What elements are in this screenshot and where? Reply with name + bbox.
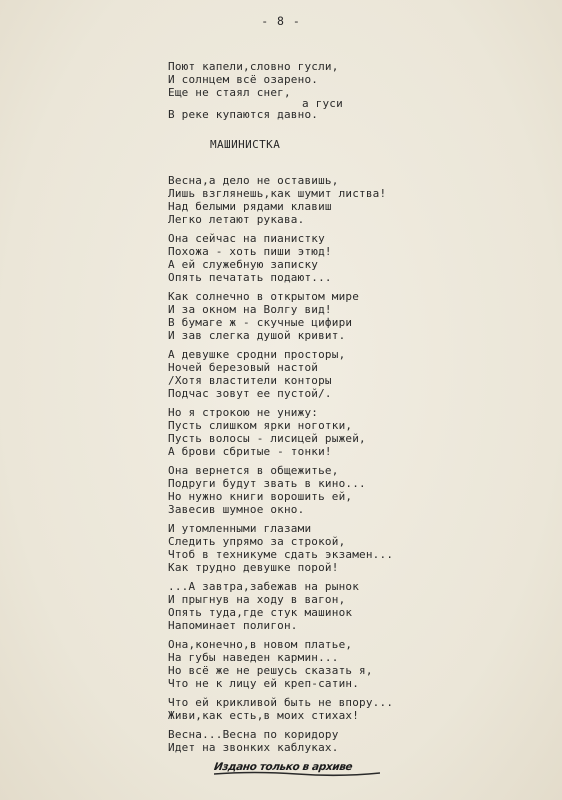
intro-line: И солнцем всё озарено. <box>168 73 319 86</box>
poem-line: Но нужно книги ворошить ей, <box>168 490 353 503</box>
poem-line: Напоминает полигон. <box>168 619 298 632</box>
poem-line: И прыгнув на ходу в вагон, <box>168 593 346 606</box>
poem-line: Как трудно девушке порой! <box>168 561 339 574</box>
poem-line: Но всё же не решусь сказать я, <box>168 664 373 677</box>
poem-line: Весна...Весна по коридору <box>168 728 339 741</box>
poem-line: Опять туда,где стук машинок <box>168 606 353 619</box>
poem-line: Ночей березовый настой <box>168 361 319 374</box>
poem-line: Она вернется в общежитье, <box>168 464 339 477</box>
poem-line: Как солнечно в открытом мире <box>168 290 360 303</box>
poem-line: А брови сбритые - тонки! <box>168 445 332 458</box>
stamp-text: Издано только в архиве <box>213 761 354 773</box>
poem-line: Легко летают рукава. <box>168 213 305 226</box>
poem-title: МАШИНИСТКА <box>210 138 281 151</box>
poem-line: На губы наведен кармин... <box>168 651 339 664</box>
footer-stamp <box>214 758 380 778</box>
intro-line: Поют капели,словно гусли, <box>168 60 339 73</box>
poem-line: Над белыми рядами клавиш <box>168 200 332 213</box>
poem-line: Подчас зовут ее пустой/. <box>168 387 332 400</box>
poem-line: А девушке сродни просторы, <box>168 348 346 361</box>
poem-line: Что ей крикливой быть не впору... <box>168 696 394 709</box>
poem-line: /Хотя властители конторы <box>168 374 332 387</box>
poem-line: И утомленными глазами <box>168 522 312 535</box>
poem-line: Похожа - хоть пиши этюд! <box>168 245 332 258</box>
poem-line: Лишь взглянешь,как шумит листва! <box>168 187 387 200</box>
poem-line: И зав слегка душой кривит. <box>168 329 346 342</box>
poem-line: Пусть волосы - лисицей рыжей, <box>168 432 366 445</box>
poem-line: Она сейчас на пианистку <box>168 232 325 245</box>
poem-line: Но я строкою не унижу: <box>168 406 319 419</box>
intro-line: а гуси <box>302 97 343 110</box>
page-number: - 8 - <box>261 14 301 28</box>
poem-line: Что не к лицу ей креп-сатин. <box>168 677 360 690</box>
poem-line: И за окном на Волгу вид! <box>168 303 332 316</box>
poem-line: Идет на звонких каблуках. <box>168 741 339 754</box>
poem-line: Живи,как есть,в моих стихах! <box>168 709 360 722</box>
intro-line: Еще не стаял снег, <box>168 86 291 99</box>
poem-line: ...А завтра,забежав на рынок <box>168 580 360 593</box>
intro-line: В реке купаются давно. <box>168 108 319 121</box>
poem-line: Весна,а дело не оставишь, <box>168 174 339 187</box>
poem-line: А ей служебную записку <box>168 258 319 271</box>
poem-line: Пусть слишком ярки ноготки, <box>168 419 353 432</box>
poem-line: Завесив шумное окно. <box>168 503 305 516</box>
poem-line: Подруги будут звать в кино... <box>168 477 366 490</box>
poem-line: В бумаге ж - скучные цифири <box>168 316 353 329</box>
poem-line: Опять печатать подают... <box>168 271 332 284</box>
poem-line: Чтоб в техникуме сдать экзамен... <box>168 548 394 561</box>
poem-line: Следить упрямо за строкой, <box>168 535 346 548</box>
poem-line: Она,конечно,в новом платье, <box>168 638 353 651</box>
